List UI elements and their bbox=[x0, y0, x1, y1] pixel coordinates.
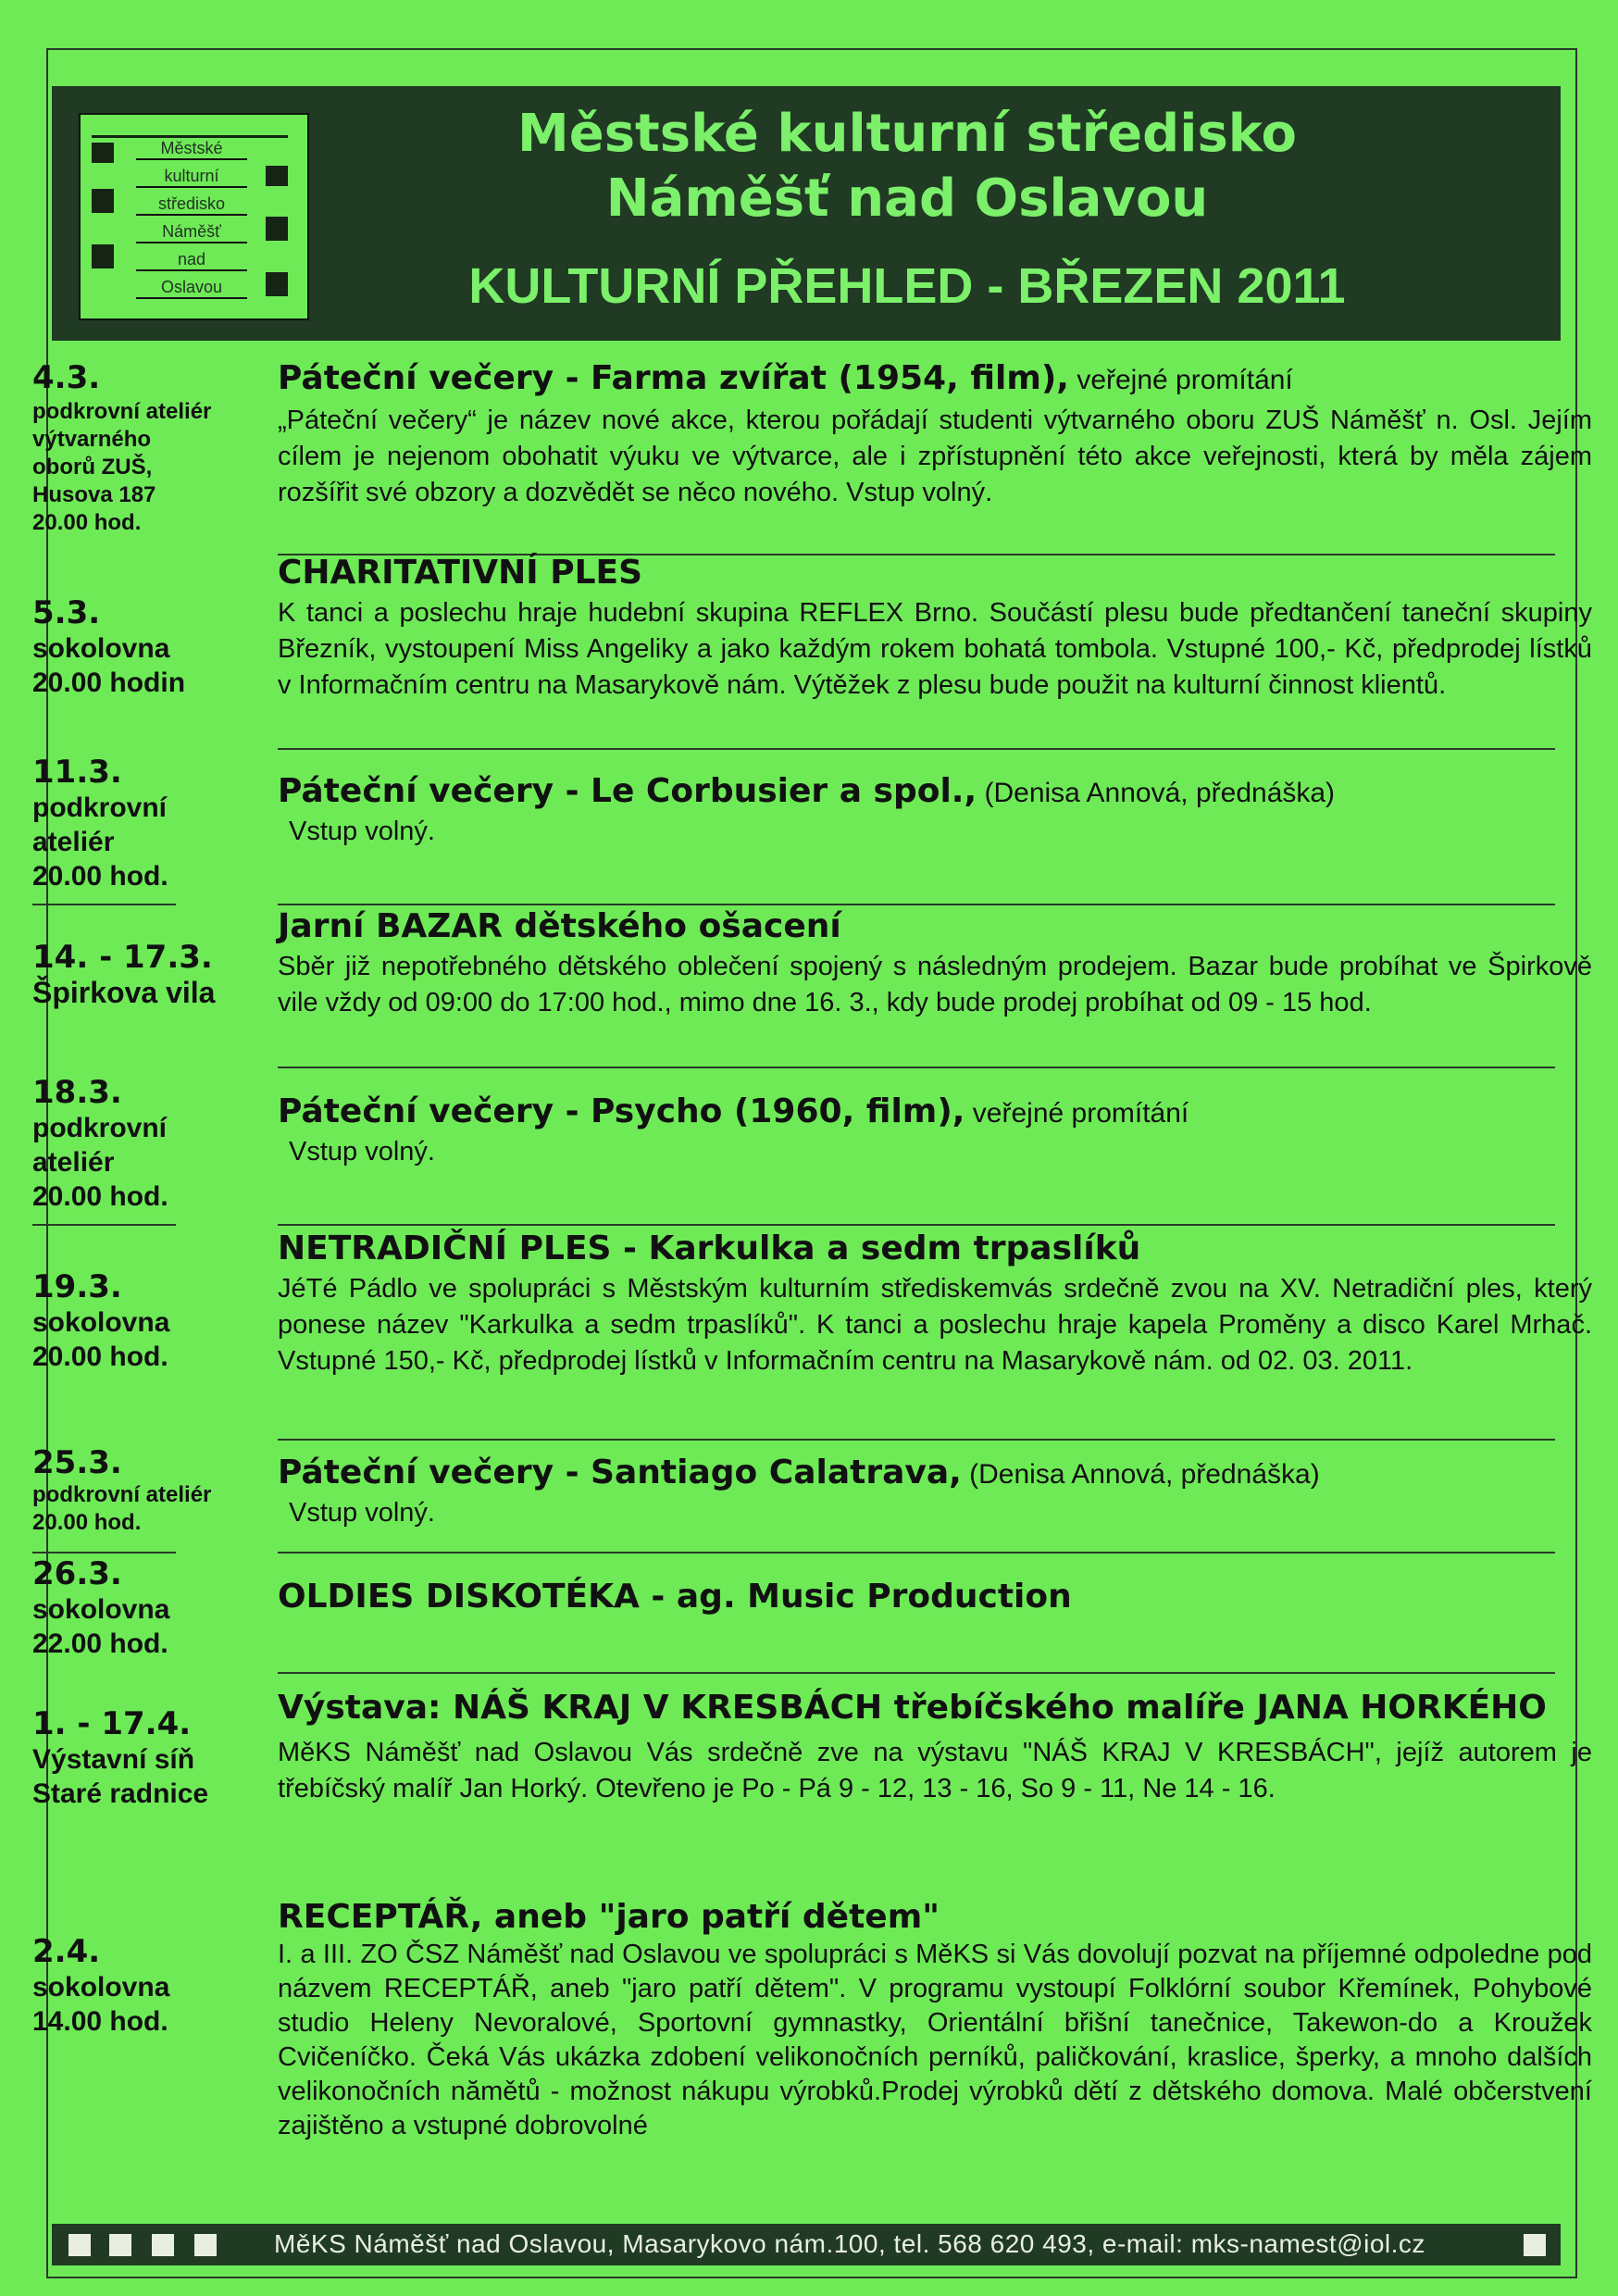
event-date: 5.3. bbox=[32, 594, 101, 631]
event-title-text: Páteční večery - Psycho (1960, film), bbox=[278, 1092, 965, 1130]
event-title bbox=[278, 1683, 1592, 1735]
event-description: Vstup volný. bbox=[289, 817, 435, 846]
event-place bbox=[32, 976, 273, 1010]
event-description: I. a III. ZO ČSZ Náměšť nad Oslavou ve spolupráci s MěKS si Vás dovolují pozvat na příjemné odpoledne pod názvem RECEPTÁŘ, aneb "jaro patří dětem". V programu vystoupí Folklórní soubor Křemínek, Pohybové studio Heleny Nevoralové, Sportovní gymnastky, Orientální břišní tanečnice, Takewon-do a Kroužek Cvičeníčko. Čeká Vás ukázka zdobení velikonočních perníků, paličkování, kraslice, šperky, a mnoho dalších velikonočních nămětů - možnost nákupu výrobků.Prodej výrobků dětí z dětského domova. Malé občerstvení zajištěno a vstupné dobrovolné bbox=[278, 1940, 1592, 2140]
logo-line: Městské bbox=[136, 139, 247, 160]
event-date: 19.3. bbox=[32, 1268, 122, 1305]
footer-square-icon bbox=[109, 2234, 131, 2256]
event-date: 25.3. bbox=[32, 1444, 122, 1481]
divider bbox=[32, 904, 176, 905]
divider bbox=[278, 748, 1555, 750]
event-date: 18.3. bbox=[32, 1074, 122, 1111]
event-place bbox=[32, 791, 273, 893]
event-place bbox=[32, 1111, 273, 1214]
event-place bbox=[32, 1970, 273, 2039]
place-line: podkrovní bbox=[32, 1113, 168, 1143]
divider bbox=[278, 1067, 1555, 1068]
divider bbox=[32, 1552, 176, 1554]
event-title bbox=[278, 1898, 1592, 1936]
event-title bbox=[278, 1578, 1592, 1616]
place-line: sokolovna bbox=[32, 1594, 170, 1625]
place-line: ateliér bbox=[32, 827, 115, 857]
event-title-text: OLDIES DISKOTÉKA - ag. Music Production bbox=[278, 1578, 1072, 1616]
divider bbox=[278, 1552, 1555, 1554]
event-title-text: Výstava: NÁŠ KRAJ V KRESBÁCH třebíčského malíře JANA HORKÉHO bbox=[278, 1689, 1547, 1727]
logo-block bbox=[92, 143, 114, 163]
place-line: výtvarného bbox=[32, 427, 152, 452]
logo-line: kulturní bbox=[136, 167, 247, 188]
place-line: 22.00 hod. bbox=[32, 1628, 168, 1659]
event-place bbox=[32, 1481, 273, 1537]
divider bbox=[278, 1224, 1555, 1226]
event-title bbox=[278, 772, 1592, 810]
footer-square-icon bbox=[152, 2234, 174, 2256]
footer-square-icon bbox=[1524, 2234, 1546, 2256]
footer-square-icon bbox=[194, 2234, 217, 2256]
logo-block bbox=[266, 217, 288, 241]
event-title-note: (Denisa Annová, přednáška) bbox=[977, 778, 1336, 808]
event-title-text: Páteční večery - Farma zvířat (1954, film), bbox=[278, 359, 1069, 397]
event-title-text: Páteční večery - Le Corbusier a spol., bbox=[278, 772, 977, 810]
event-date: 4.3. bbox=[32, 359, 101, 396]
place-line: 20.00 hodin bbox=[32, 668, 186, 698]
event-place bbox=[32, 1305, 273, 1374]
event-description: „Páteční večery“ je název nové akce, kterou pořádají studenti výtvarného oboru ZUŠ Náměšť n. Osl. Jejím cílem je nejenom obohatit výuku ve výtvarce, ale i zpřístupnění této akce veřejnosti, která by měla zájem rozšířit své obzory a dozvědět se něco nového. Vstup volný. bbox=[278, 406, 1592, 507]
event-title-note: veřejné promítání bbox=[1068, 365, 1293, 395]
divider bbox=[278, 1672, 1555, 1674]
logo-rule bbox=[92, 135, 288, 138]
logo-line: Náměšť bbox=[136, 222, 247, 243]
event-title bbox=[278, 554, 1592, 592]
place-line: oborů ZUŠ, bbox=[32, 455, 153, 480]
event-title-note: veřejné promítání bbox=[965, 1098, 1189, 1129]
event-title-text: CHARITATIVNÍ PLES bbox=[278, 554, 643, 592]
event-place bbox=[32, 398, 273, 537]
event-date: 26.3. bbox=[32, 1555, 122, 1592]
logo-block bbox=[266, 272, 288, 296]
logo-line: středisko bbox=[136, 194, 247, 216]
divider bbox=[278, 904, 1555, 905]
place-line: sokolovna bbox=[32, 1972, 170, 2003]
event-description: Vstup volný. bbox=[289, 1137, 435, 1167]
event-title-text: Jarní BAZAR dětského ošacení bbox=[278, 907, 841, 945]
event-title bbox=[278, 907, 1592, 945]
event-description: K tanci a poslechu hraje hudební skupina REFLEX Brno. Součástí plesu bude předtančení taneční skupiny Březník, vystoupení Miss Angeliky a jako každým rokem bohatá tombola. Vstupné 100,- Kč, předprodej lístků v Informačním centru na Masarykově nám. Výtěžek z plesu bude použit na kulturní činnost klientů. bbox=[278, 598, 1592, 700]
place-line: 14.00 hod. bbox=[32, 2006, 168, 2037]
place-line: Staré radnice bbox=[32, 1778, 209, 1809]
event-description: MěKS Náměšť nad Oslavou Vás srdečně zve na výstavu "NÁŠ KRAJ V KRESBÁCH", jejíž autorem je třebíčský malíř Jan Horký. Otevřeno je Po - Pá 9 - 12, 13 - 16, So 9 - 11, Ne 14 - 16. bbox=[278, 1738, 1592, 1803]
logo-line: Oslavou bbox=[136, 278, 247, 299]
place-line: Husova 187 bbox=[32, 482, 156, 507]
event-description: JéTé Pádlo ve spolupráci s Městským kulturním střediskemvás srdečně zvou na XV. Netradiční ples, který ponese název "Karkulka a sedm trpaslíků". K tanci a poslechu hraje kapela Proměny a disco Karel Mrhač. Vstupné 150,- Kč, předprodej lístků v Informačním centru na Masarykově nám. od 02. 03. 2011. bbox=[278, 1274, 1592, 1376]
org-title: Městské kulturní středisko bbox=[517, 104, 1297, 164]
logo-block bbox=[92, 244, 114, 268]
place-line: 20.00 hod. bbox=[32, 510, 142, 535]
place-line: sokolovna bbox=[32, 1307, 170, 1338]
event-place bbox=[32, 1742, 273, 1811]
footer-square-icon bbox=[68, 2234, 91, 2256]
footer-bar bbox=[52, 2224, 1561, 2265]
page-title: KULTURNÍ PŘEHLED - BŘEZEN 2011 bbox=[468, 258, 1346, 314]
event-title bbox=[278, 1092, 1592, 1130]
event-date: 14. - 17.3. bbox=[32, 939, 213, 976]
place-line: sokolovna bbox=[32, 633, 170, 664]
event-title-text: Páteční večery - Santiago Calatrava, bbox=[278, 1454, 962, 1491]
event-description: Vstup volný. bbox=[289, 1498, 435, 1528]
event-title-text: NETRADIČNÍ PLES - Karkulka a sedm trpaslíků bbox=[278, 1229, 1141, 1267]
logo-block bbox=[92, 189, 114, 213]
event-title-note: (Denisa Annová, přednáška) bbox=[961, 1459, 1320, 1490]
place-line: podkrovní ateliér bbox=[32, 1482, 212, 1507]
event-place bbox=[32, 631, 273, 700]
place-line: 20.00 hod. bbox=[32, 861, 168, 892]
logo-line: nad bbox=[136, 250, 247, 271]
place-line: podkrovní ateliér bbox=[32, 399, 212, 424]
place-line: 20.00 hod. bbox=[32, 1510, 142, 1535]
place-line: 20.00 hod. bbox=[32, 1181, 168, 1212]
mks-logo bbox=[79, 113, 309, 320]
place-line: 20.00 hod. bbox=[32, 1341, 168, 1372]
divider bbox=[32, 1224, 176, 1226]
event-date: 2.4. bbox=[32, 1933, 101, 1970]
place-line: podkrovní bbox=[32, 792, 168, 823]
place-line: Špirkova vila bbox=[32, 976, 216, 1009]
event-title bbox=[278, 359, 1592, 397]
event-title bbox=[278, 1229, 1592, 1267]
event-date: 1. - 17.4. bbox=[32, 1705, 192, 1742]
event-title-text: RECEPTÁŘ, aneb "jaro patří dětem" bbox=[278, 1898, 940, 1936]
org-subtitle: Náměšť nad Oslavou bbox=[605, 168, 1209, 229]
logo-block bbox=[266, 166, 288, 186]
place-line: ateliér bbox=[32, 1147, 115, 1178]
place-line: Výstavní síň bbox=[32, 1744, 195, 1775]
event-description: Sběr již nepotřebného dětského oblečení spojený s následným prodejem. Bazar bude probíhat ve Špirkově vile vždy od 09:00 do 17:00 hod., mimo dne 16. 3., kdy bude prodej probíhat od 09 - 15 hod. bbox=[278, 952, 1592, 1017]
event-date: 11.3. bbox=[32, 754, 122, 791]
event-place bbox=[32, 1592, 273, 1661]
divider bbox=[278, 1439, 1555, 1441]
footer-contact: MěKS Náměšť nad Oslavou, Masarykovo nám.100, tel. 568 620 493, e-mail: mks-namest@iol.cz bbox=[274, 2229, 1425, 2258]
event-title bbox=[278, 1454, 1592, 1491]
